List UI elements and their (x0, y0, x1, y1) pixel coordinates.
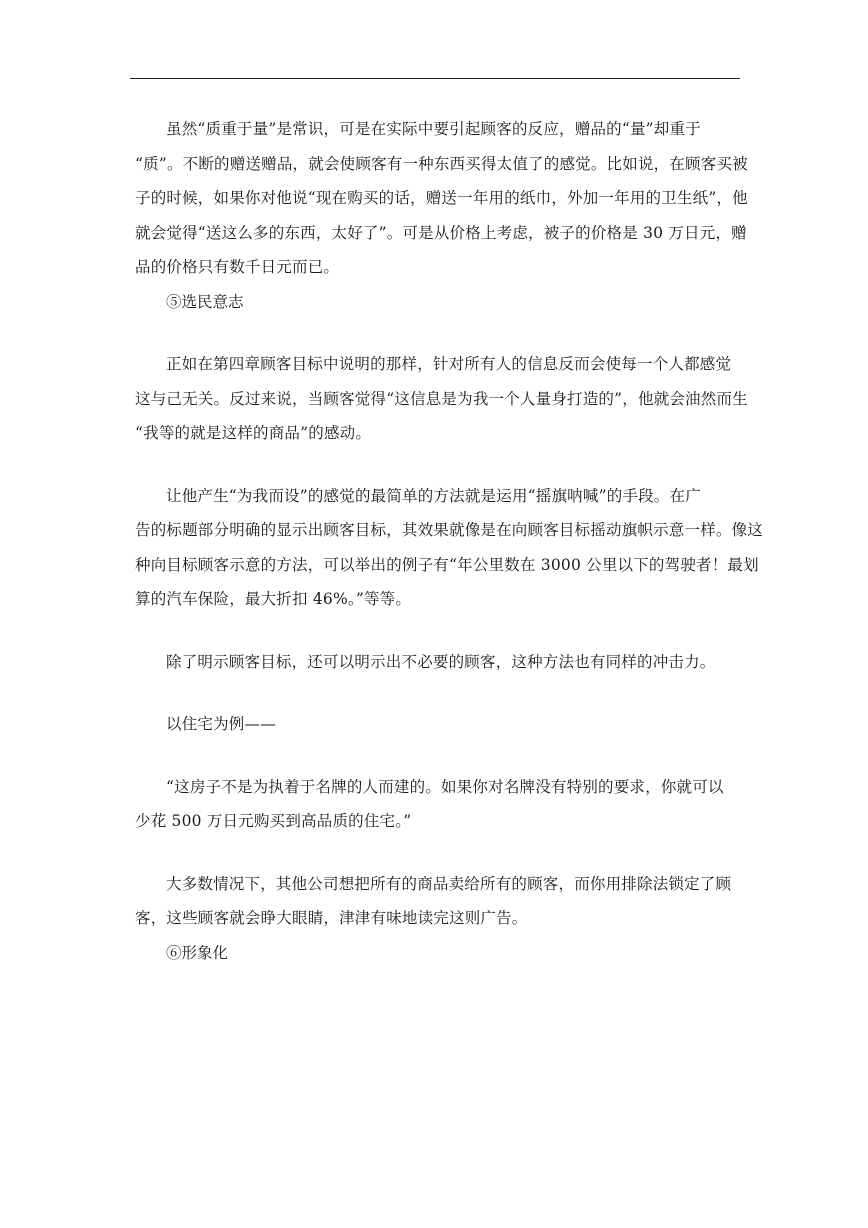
text-line: 种向目标顾客示意的方法，可以举出的例子有“年公里数在 3000 公里以下的驾驶者！最划 (135, 555, 759, 574)
paragraph-targeted-message (135, 347, 748, 451)
heading-text: ⑥形象化 (166, 943, 229, 962)
paragraph-free-gift-quantity (135, 112, 748, 285)
text-line: 除了明示顾客目标，还可以明示出不必要的顾客，这种方法也有同样的冲击力。 (166, 652, 716, 671)
paragraph-flag-waving (135, 479, 764, 617)
section-heading-5 (135, 285, 742, 320)
paragraph-housing-example (135, 707, 742, 742)
text-line: 子的时候，如果你对他说“现在购买的话，赠送一年用的纸巾，外加一年用的卫生纸”，他 (135, 189, 748, 207)
text-line: “我等的就是这样的商品”的感动。 (135, 424, 372, 442)
text-line: “质”。不断的赠送赠品，就会使顾客有一种东西买得太值了的感觉。比如说，在顾客买被 (135, 154, 748, 173)
paragraph-elimination-method (135, 867, 742, 936)
text-line: 正如在第四章顾客目标中说明的那样，针对所有人的信息反而会使每一个人都感觉 (166, 355, 732, 373)
text-line: 虽然“质重于量”是常识，可是在实际中要引起顾客的反应，赠品的“量”却重于 (166, 120, 701, 138)
text-line: 这与己无关。反过来说，当顾客觉得“这信息是为我一个人量身打造的”，他就会油然而生 (135, 389, 748, 408)
text-line: 算的汽车保险，最大折扣 46%。”等等。 (135, 590, 412, 608)
text-line: 告的标题部分明确的显示出顾客目标，其效果就像是在向顾客目标摇动旗帜示意一样。像这 (135, 521, 764, 539)
text-line: 让他产生“为我而设”的感觉的最简单的方法就是运用“摇旗呐喊”的手段。在广 (166, 486, 701, 505)
text-line: 就会觉得“送这么多的东西，太好了”。可是从价格上考虑，被子的价格是 30 万日元，赠 (135, 223, 747, 242)
paragraph-housing-quote (135, 770, 742, 839)
heading-text: ⑤选民意志 (166, 292, 244, 311)
text-line: “这房子不是为执着于名牌的人而建的。如果你对名牌没有特别的要求，你就可以 (166, 777, 724, 796)
text-line: 大多数情况下，其他公司想把所有的商品卖给所有的顾客，而你用排除法锁定了顾 (166, 874, 732, 893)
paragraph-exclude-customers (135, 645, 742, 680)
section-heading-6 (135, 936, 742, 971)
text-line: 客，这些顾客就会睁大眼睛，津津有味地读完这则广告。 (135, 909, 528, 927)
text-line: 少花 500 万日元购买到高品质的住宅。” (135, 812, 412, 830)
body-text (135, 112, 764, 970)
text-line: 品的价格只有数千日元而已。 (135, 258, 340, 276)
header-rule (130, 78, 740, 79)
text-line: 以住宅为例—— (166, 715, 276, 733)
